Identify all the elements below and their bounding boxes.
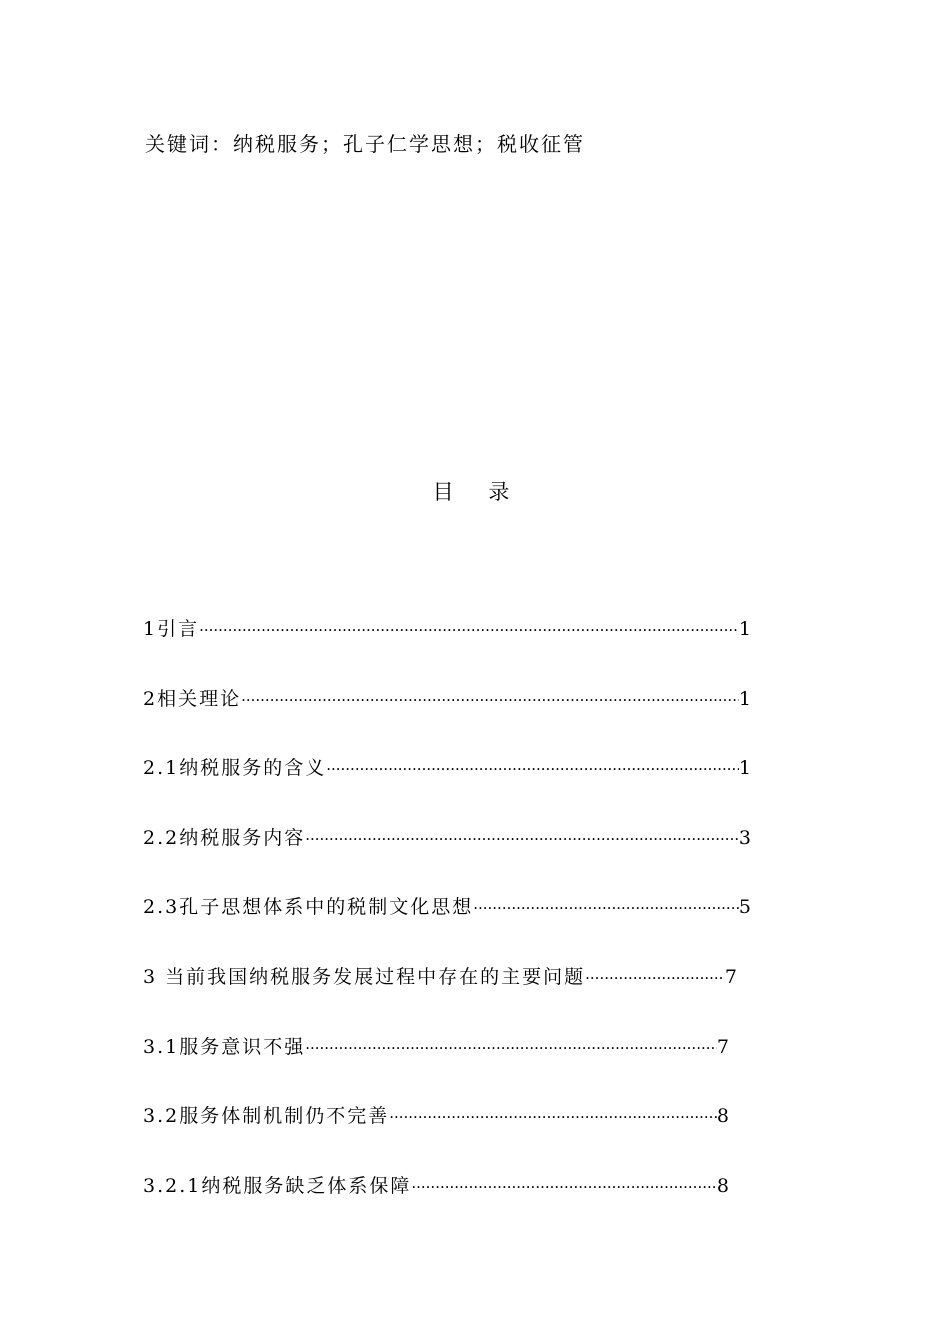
- toc-title: 目 录: [432, 480, 524, 504]
- toc-entry[interactable]: [143, 892, 751, 962]
- toc-leader-dots: [411, 1178, 717, 1196]
- toc-leader-dots: [326, 760, 739, 778]
- toc-entry-label: 2.2纳税服务内容: [143, 826, 306, 849]
- toc-entry-label: 2相关理论: [143, 687, 242, 710]
- toc-entry-label: 2.3孔子思想体系中的税制文化思想: [143, 896, 474, 919]
- toc-entry-page: 7: [724, 965, 737, 988]
- toc-entry-label: 1引言: [143, 618, 200, 640]
- toc-leader-dots: [305, 1039, 717, 1057]
- toc-entry[interactable]: [143, 684, 751, 754]
- toc-leader-dots: [305, 830, 739, 848]
- toc-entry[interactable]: [143, 823, 751, 893]
- toc-entry-page: 7: [716, 1035, 729, 1058]
- toc-entry-page: 8: [716, 1105, 729, 1128]
- toc-entry[interactable]: [143, 1101, 729, 1171]
- toc-entry-label: 2.1纳税服务的含义: [143, 757, 327, 780]
- toc-entry-page: 1: [738, 757, 751, 780]
- toc-entry-page: 8: [716, 1174, 729, 1197]
- toc-leader-dots: [585, 969, 725, 987]
- keywords-line: 关键词：纳税服务；孔子仁学思想；税收征管: [145, 132, 585, 156]
- toc-entry-label: 3.2服务体制机制仍不完善: [143, 1105, 390, 1128]
- table-of-contents: [143, 614, 751, 1240]
- toc-leader-dots: [473, 899, 739, 917]
- toc-leader-dots: [389, 1108, 717, 1126]
- toc-entry[interactable]: [143, 614, 751, 684]
- toc-entry-label: 3.2.1纳税服务缺乏体系保障: [143, 1174, 412, 1197]
- toc-leader-dots: [241, 691, 739, 709]
- toc-entry-page: 5: [738, 896, 751, 919]
- toc-entry-page: 1: [738, 687, 751, 710]
- toc-entry[interactable]: [143, 753, 751, 823]
- toc-entry-label: 3 当前我国纳税服务发展过程中存在的主要问题: [143, 965, 586, 988]
- toc-entry[interactable]: [143, 962, 737, 1032]
- toc-entry[interactable]: [143, 1171, 729, 1241]
- toc-entry-page: 1: [738, 618, 751, 640]
- toc-entry-label: 3.1服务意识不强: [143, 1035, 306, 1058]
- toc-entry-page: 3: [738, 826, 751, 849]
- toc-leader-dots: [199, 621, 739, 639]
- toc-entry[interactable]: [143, 1032, 729, 1102]
